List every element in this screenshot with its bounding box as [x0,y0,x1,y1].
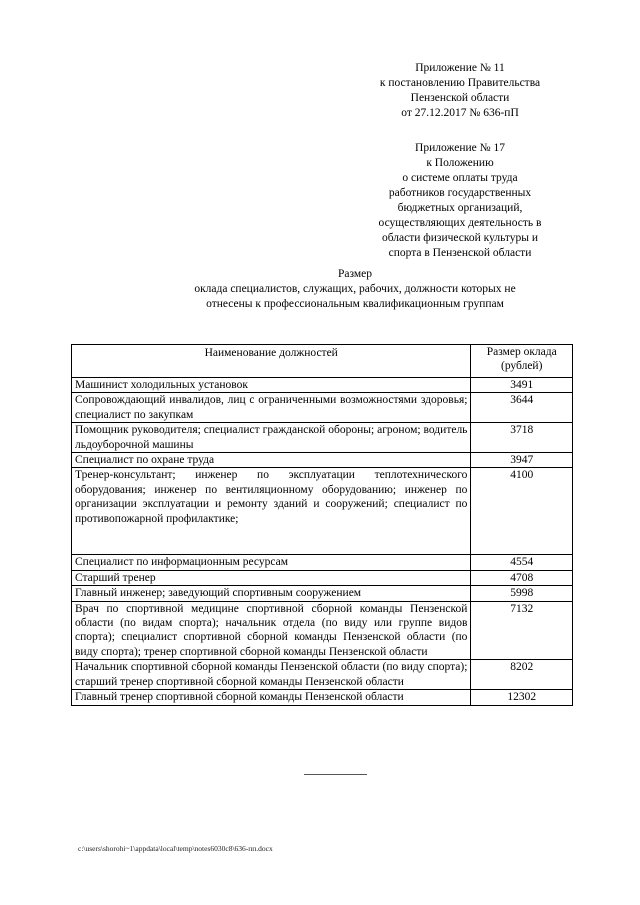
table-row [72,468,573,555]
table-row [72,453,573,468]
title-heading: Размер [337,268,372,280]
appendix-reference-regulation [350,141,570,261]
salary-table [71,344,573,706]
position-cell: Специалист по информационным ресурсам [72,555,471,570]
position-cell: Главный инженер; заведующий спортивным сооружением [72,586,471,601]
table-row [72,586,573,601]
appendix-1-line: к постановлению Правительства [379,77,541,89]
table-row [72,555,573,570]
appendix-2-line: о системе оплаты труда [402,172,518,184]
table-row [72,690,573,705]
appendix-2-line: работников государственных [388,187,532,199]
table-header-row [72,345,573,378]
position-cell: Тренер-консультант; инженер по эксплуатации теплотехнического оборудования; инженер по вентиляционному оборудованию; инженер по организации эксплуатации и ремонту зданий и сооружений; специалист по противопожарной профилактике; [72,468,471,555]
document-title [150,267,560,312]
salary-cell: 4100 [471,468,573,555]
appendix-2-line: области физической культуры и [381,232,539,244]
appendix-reference-government-decree [350,61,570,121]
salary-cell: 3491 [471,378,573,393]
position-cell: Начальник спортивной сборной команды Пензенской области (по виду спорта); старший тренер спортивной сборной команды Пензенской области [72,660,471,690]
salary-cell: 3947 [471,453,573,468]
position-cell: Сопровождающий инвалидов, лиц с ограниченными возможностями здоровья; специалист по закупкам [72,393,471,423]
column-header-salary: Размер оклада (рублей) [471,345,573,378]
appendix-1-line: от 27.12.2017 № 636-пП [401,107,519,119]
appendix-1-line: Приложение № 11 [415,62,505,74]
appendix-2-line: Приложение № 17 [415,142,505,154]
salary-cell: 4554 [471,555,573,570]
appendix-2-line: осуществляющих деятельность в [378,217,542,229]
table-row [72,570,573,585]
table-row [72,378,573,393]
closing-divider-line [304,774,367,775]
appendix-2-line: спорта в Пензенской области [388,247,532,259]
position-cell: Машинист холодильных установок [72,378,471,393]
table-row [72,601,573,660]
appendix-2-line: бюджетных организаций, [397,202,523,214]
appendix-1-line: Пензенской области [410,92,510,104]
salary-cell: 5998 [471,586,573,601]
salary-cell: 12302 [471,690,573,705]
position-cell: Помощник руководителя; специалист гражданской обороны; агроном; водитель льдоуборочной машины [72,423,471,453]
appendix-2-line: к Положению [426,157,494,169]
table-row [72,660,573,690]
position-cell: Старший тренер [72,570,471,585]
position-cell: Главный тренер спортивной сборной команды Пензенской области [72,690,471,705]
salary-cell: 3718 [471,423,573,453]
footer-file-path: c:\users\shorohi~1\appdata\local\temp\notes6030c8\636-пп.docx [78,844,273,853]
salary-cell: 4708 [471,570,573,585]
position-cell: Специалист по охране труда [72,453,471,468]
column-header-position: Наименование должностей [72,345,471,378]
salary-cell: 3644 [471,393,573,423]
position-cell: Врач по спортивной медицине спортивной сборной команды Пензенской области (по видам спорта); начальник отдела (по виду или группе видов спорта); специалист спортивной сборной команды Пензенской области (по виду спорта); тренер спортивной сборной команды Пензенской области [72,601,471,660]
title-subtitle-line: оклада специалистов, служащих, рабочих, должности которых не [194,283,516,295]
salary-cell: 7132 [471,601,573,660]
table-row [72,423,573,453]
salary-cell: 8202 [471,660,573,690]
title-subtitle-line: отнесены к профессиональным квалификационным группам [206,298,504,310]
table-row [72,393,573,423]
